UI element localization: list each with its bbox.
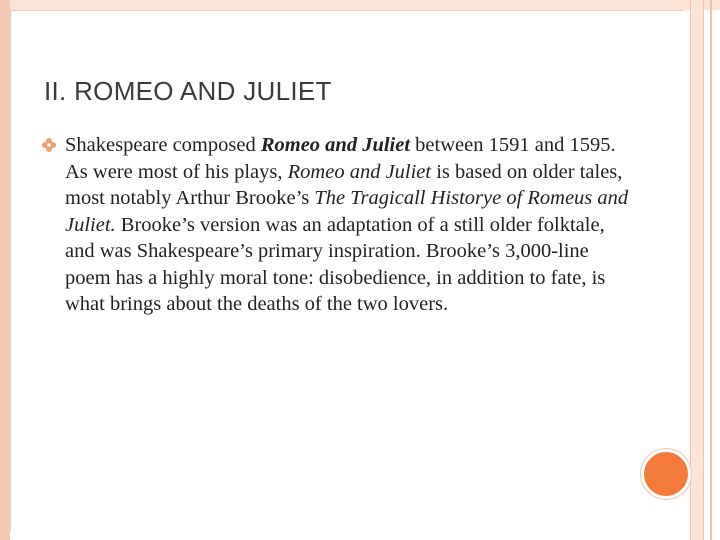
play-title-italic: Romeo and Juliet [287,160,432,183]
text-run: is based on older tales, most notably Arthur Brooke’s [65,160,623,209]
text-run: between 1591 and 1595. As were most of his plays, [65,134,616,183]
left-border [0,0,10,540]
bullet-paragraph [65,132,635,318]
source-title-italic: The Tragicall Historye of Romeus and Juliet. [65,187,629,236]
right-border-line [710,0,712,540]
text-run: Shakespeare composed [65,134,261,156]
right-border-band [690,0,704,540]
slide-title: II. ROMEO AND JULIET [44,76,332,106]
flower-bullet-icon [42,138,56,152]
text-run: Brooke’s version was an adaptation of a still older folktale, and was Shakespeare’s primary inspiration. Brooke’s 3,000-line poem has a highly moral tone: disobedience, in addition to fate, is what brings about the deaths of the two lovers. [65,213,606,315]
decorative-circle [641,449,691,499]
play-title-bold: Romeo and Juliet [260,134,411,156]
top-border [0,0,720,10]
